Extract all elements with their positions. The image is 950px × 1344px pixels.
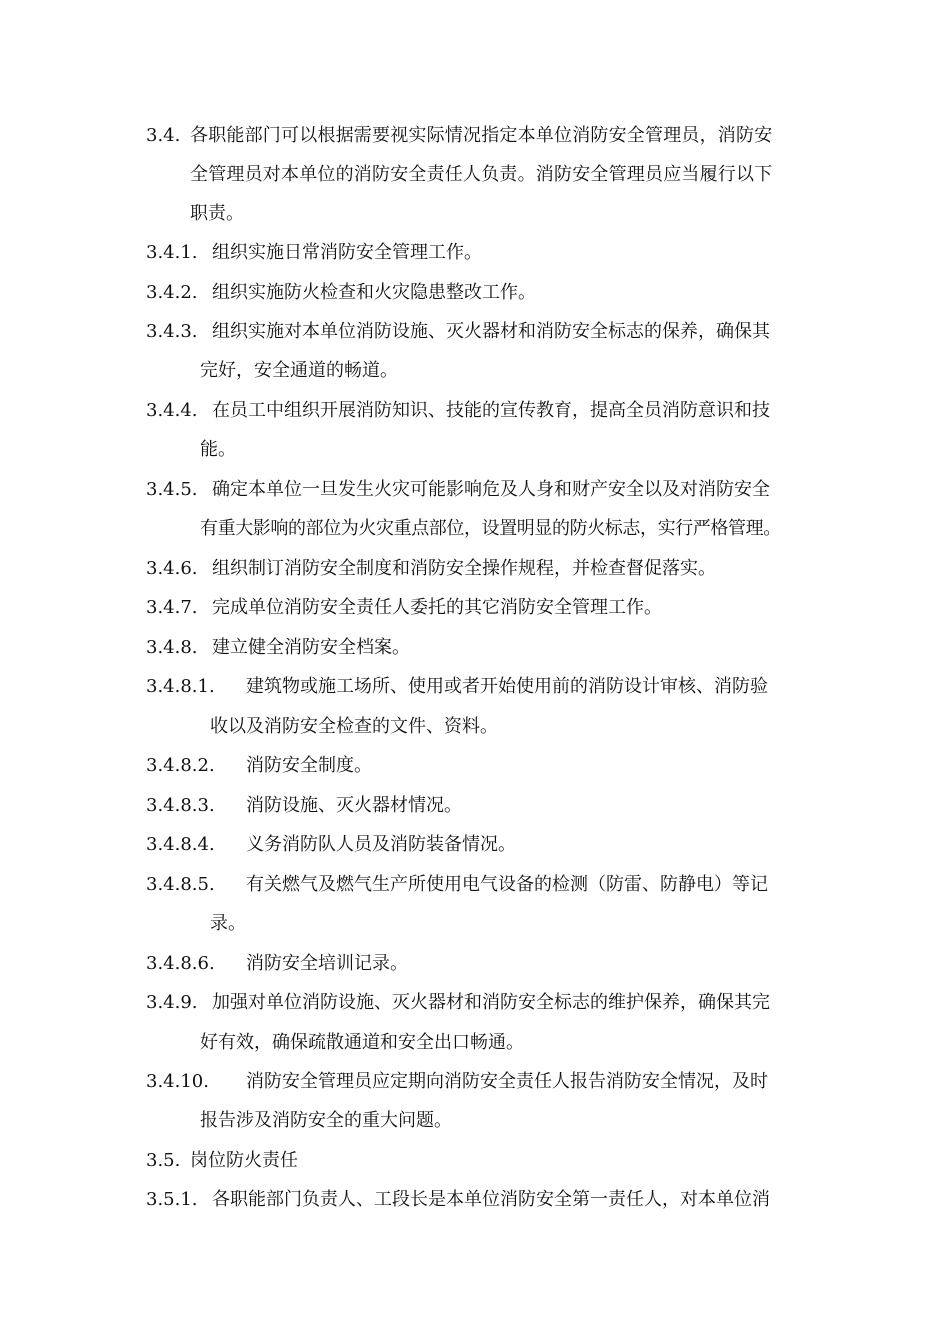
clause-text: 组织实施对本单位消防设施、灭火器材和消防安全标志的保养，确保其	[212, 321, 770, 342]
clause-text: 有重大影响的部位为火灾重点部位，设置明显的防火标志，实行严格管理。	[200, 518, 781, 539]
clause-number: 3.5.1.	[146, 1189, 198, 1210]
clause-line	[146, 241, 482, 265]
clause-line-continued	[200, 438, 236, 462]
clause-text: 组织实施防火检查和火灾隐患整改工作。	[212, 282, 536, 303]
clause-line	[146, 478, 770, 502]
clause-number: 3.4.8.2.	[146, 755, 215, 776]
clause-text: 消防设施、灭火器材情况。	[246, 795, 462, 816]
clause-text: 全管理员对本单位的消防安全责任人负责。消防安全管理员应当履行以下	[190, 164, 773, 185]
clause-line	[146, 873, 768, 897]
clause-line-continued	[210, 912, 246, 936]
clause-line	[146, 833, 516, 857]
clause-number: 3.4.8.4.	[146, 834, 215, 855]
clause-line-continued	[200, 1031, 524, 1055]
clause-number: 3.4.5.	[146, 479, 198, 500]
clause-text: 加强对单位消防设施、灭火器材和消防安全标志的维护保养，确保其完	[212, 992, 770, 1013]
clause-number: 3.4.8.3.	[146, 795, 215, 816]
clause-line	[146, 557, 716, 581]
clause-number: 3.4.8.1.	[146, 676, 215, 697]
clause-number: 3.4.1.	[146, 242, 198, 263]
clause-line	[146, 320, 770, 344]
clause-number: 3.4.2.	[146, 282, 198, 303]
clause-text: 组织制订消防安全制度和消防安全操作规程，并检查督促落实。	[212, 558, 716, 579]
clause-text: 报告涉及消防安全的重大问题。	[200, 1110, 452, 1131]
clause-line-continued	[190, 202, 244, 226]
clause-text: 有关燃气及燃气生产所使用电气设备的检测（防雷、防静电）等记	[246, 874, 768, 895]
clause-line	[146, 794, 462, 818]
clause-number: 3.4.9.	[146, 992, 198, 1013]
clause-text: 建筑物或施工场所、使用或者开始使用前的消防设计审核、消防验	[246, 676, 768, 697]
clause-line-continued	[200, 359, 398, 383]
clause-number: 3.5.	[146, 1150, 181, 1171]
clause-number: 3.4.7.	[146, 597, 198, 618]
clause-line-continued	[210, 715, 498, 739]
clause-number: 3.4.8.	[146, 637, 198, 658]
clause-text: 各职能部门负责人、工段长是本单位消防安全第一责任人，对本单位消	[212, 1189, 770, 1210]
clause-text: 职责。	[190, 203, 244, 224]
clause-line	[146, 1070, 768, 1094]
clause-number: 3.4.3.	[146, 321, 198, 342]
clause-number: 3.4.	[146, 125, 181, 146]
clause-line-continued	[200, 517, 781, 541]
clause-text: 岗位防火责任	[190, 1150, 298, 1171]
clause-text: 消防安全管理员应定期向消防安全责任人报告消防安全情况，及时	[246, 1071, 768, 1092]
clause-number: 3.4.8.5.	[146, 874, 215, 895]
clause-line-continued	[190, 163, 772, 187]
clause-text: 录。	[210, 913, 246, 934]
clause-line	[146, 952, 408, 976]
clause-text: 在员工中组织开展消防知识、技能的宣传教育，提高全员消防意识和技	[212, 400, 770, 421]
clause-line	[146, 991, 770, 1015]
clause-number: 3.4.10.	[146, 1071, 209, 1092]
clause-number: 3.4.6.	[146, 558, 198, 579]
clause-number: 3.4.4.	[146, 400, 198, 421]
clause-text: 收以及消防安全检查的文件、资料。	[210, 716, 498, 737]
clause-text: 消防安全制度。	[246, 755, 372, 776]
clause-line	[146, 281, 536, 305]
clause-line-continued	[200, 1109, 452, 1133]
section-heading	[146, 1149, 298, 1173]
clause-line	[146, 399, 770, 423]
clause-text: 好有效，确保疏散通道和安全出口畅通。	[200, 1032, 524, 1053]
clause-text: 组织实施日常消防安全管理工作。	[212, 242, 482, 263]
clause-line	[146, 124, 772, 148]
clause-line	[146, 675, 768, 699]
clause-text: 建立健全消防安全档案。	[212, 637, 410, 658]
clause-text: 确定本单位一旦发生火灾可能影响危及人身和财产安全以及对消防安全	[212, 479, 770, 500]
clause-text: 完好，安全通道的畅道。	[200, 360, 398, 381]
clause-number: 3.4.8.6.	[146, 953, 215, 974]
clause-line	[146, 596, 662, 620]
clause-text: 能。	[200, 439, 236, 460]
clause-text: 消防安全培训记录。	[246, 953, 408, 974]
clause-text: 各职能部门可以根据需要视实际情况指定本单位消防安全管理员，消防安	[190, 125, 773, 146]
clause-text: 完成单位消防安全责任人委托的其它消防安全管理工作。	[212, 597, 662, 618]
clause-line	[146, 754, 372, 778]
clause-text: 义务消防队人员及消防装备情况。	[246, 834, 516, 855]
clause-line	[146, 1188, 770, 1212]
clause-line	[146, 636, 410, 660]
